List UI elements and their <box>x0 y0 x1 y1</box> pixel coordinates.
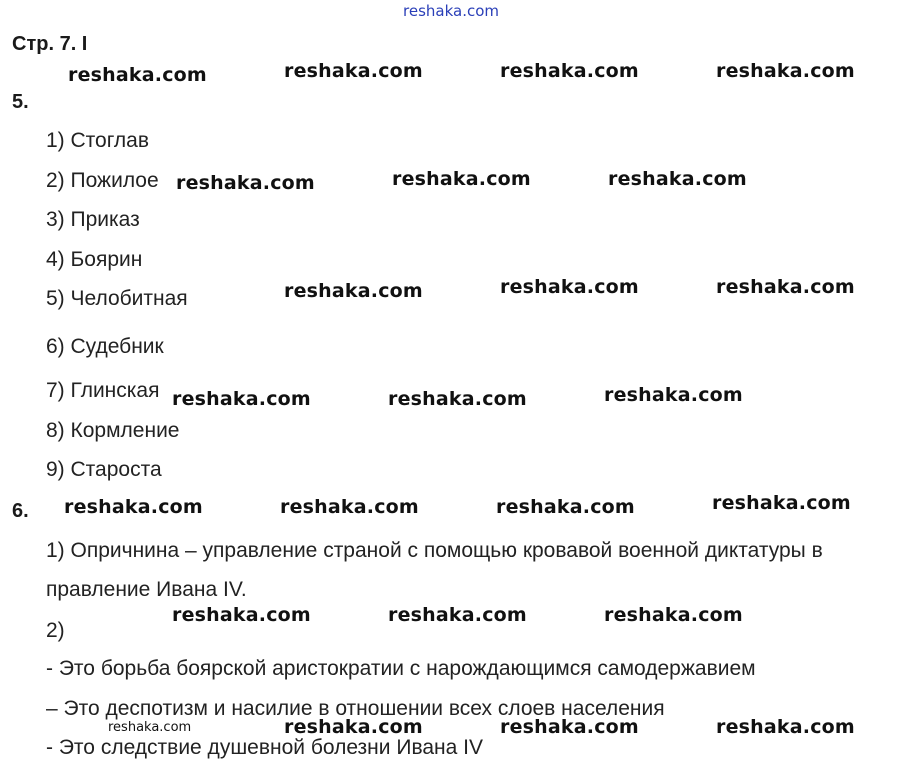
watermark: reshaka.com <box>176 172 315 194</box>
watermark: reshaka.com <box>108 720 192 735</box>
watermark: reshaka.com <box>280 496 419 518</box>
list-item: 6) Судебник <box>46 335 164 358</box>
watermark: reshaka.com <box>716 60 855 82</box>
text-line: - Это следствие душевной болезни Ивана IV <box>46 736 483 759</box>
watermark: reshaka.com <box>388 388 527 410</box>
watermark: reshaka.com <box>68 64 207 86</box>
list-item: 5) Челобитная <box>46 287 188 310</box>
list-item: 7) Глинская <box>46 379 160 402</box>
watermark: reshaka.com <box>392 168 531 190</box>
watermark: reshaka.com <box>284 280 423 302</box>
watermark: reshaka.com <box>500 60 639 82</box>
watermark: reshaka.com <box>500 276 639 298</box>
text-line: - Это борьба боярской аристократии с нарождающимся самодержавием <box>46 657 756 680</box>
watermark: reshaka.com <box>716 276 855 298</box>
watermark: reshaka.com <box>712 492 851 514</box>
list-item: 3) Приказ <box>46 208 140 231</box>
watermark: reshaka.com <box>716 716 855 738</box>
watermark: reshaka.com <box>496 496 635 518</box>
list-item: 8) Кормление <box>46 419 180 442</box>
site-header-watermark: reshaka.com <box>403 2 499 20</box>
text-line: – Это деспотизм и насилие в отношении всех слоев населения <box>46 697 665 720</box>
watermark: reshaka.com <box>284 60 423 82</box>
watermark: reshaka.com <box>172 604 311 626</box>
watermark: reshaka.com <box>604 604 743 626</box>
list-item: 4) Боярин <box>46 248 143 271</box>
section-6-number: 6. <box>12 500 29 522</box>
watermark: reshaka.com <box>608 168 747 190</box>
watermark: reshaka.com <box>284 716 423 738</box>
text-line: 1) Опричнина – управление страной с помощью кровавой военной диктатуры в <box>46 539 823 562</box>
page-label: Стр. 7. I <box>12 33 88 55</box>
list-item: 1) Стоглав <box>46 129 150 152</box>
section-5-number: 5. <box>12 91 29 113</box>
list-item: 2) Пожилое <box>46 169 159 192</box>
text-line: 2) <box>46 619 65 642</box>
text-line: правление Ивана IV. <box>46 578 247 601</box>
watermark: reshaka.com <box>500 716 639 738</box>
watermark: reshaka.com <box>388 604 527 626</box>
watermark: reshaka.com <box>604 384 743 406</box>
watermark: reshaka.com <box>64 496 203 518</box>
watermark: reshaka.com <box>172 388 311 410</box>
list-item: 9) Староста <box>46 458 162 481</box>
